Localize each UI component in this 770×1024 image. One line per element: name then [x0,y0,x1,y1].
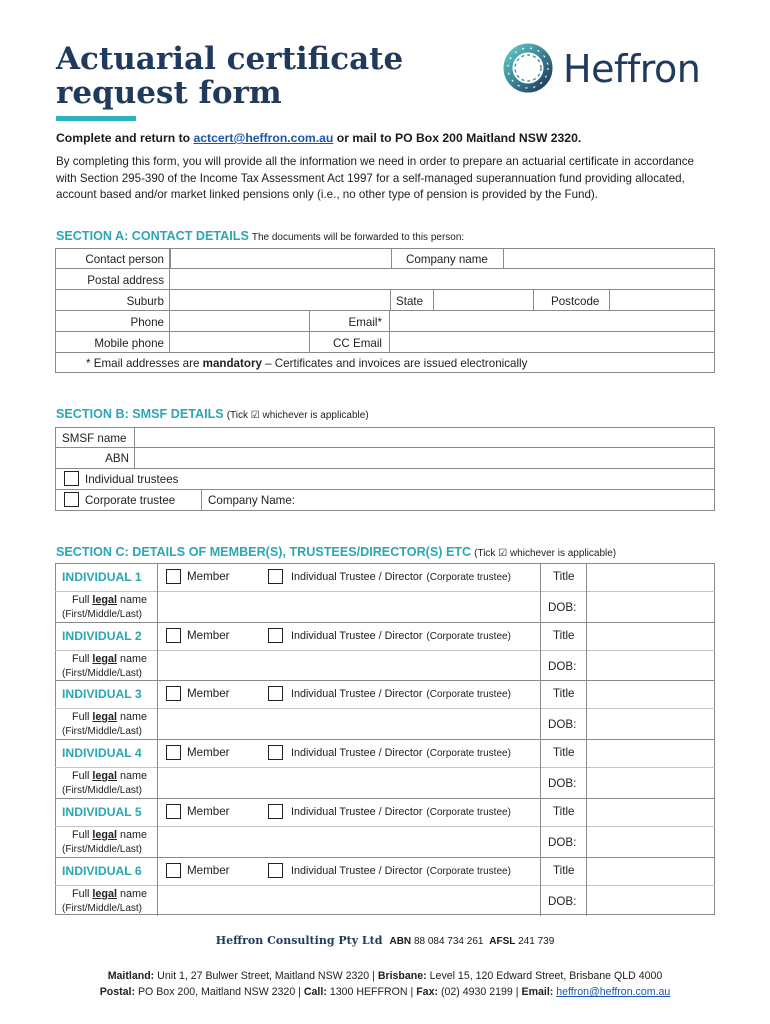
return-prefix: Complete and return to [56,131,194,145]
title-field[interactable] [587,858,714,884]
column-divider [540,739,541,798]
dob-field[interactable] [587,592,714,621]
mobile-phone-field[interactable] [170,332,310,353]
contact-person-label: Contact person [85,253,164,266]
postal-address-label: Postal address [87,274,164,287]
return-instructions [56,131,581,145]
full-name-field[interactable] [158,827,539,856]
title-label: Title [553,805,575,818]
trustee-label [291,865,511,877]
dob-label: DOB: [548,895,577,908]
email-field[interactable] [390,311,715,332]
name-format-hint: (First/Middle/Last) [62,903,143,914]
footnote-suffix: – Certificates and invoices are issued electronically [261,357,528,370]
title-field[interactable] [587,681,714,707]
section-c-note: (Tick ☑ whichever is applicable) [474,548,617,559]
name-format-hint: (First/Middle/Last) [62,785,143,796]
member-label: Member [187,570,230,583]
footer-fax: (02) 4930 2199 [440,986,513,998]
title-label: Title [553,746,575,759]
footer-abn: 88 084 734 261 [413,936,484,947]
name-format-hint: (First/Middle/Last) [62,609,143,620]
member-checkbox[interactable] [166,863,181,878]
name-suffix: name [117,888,148,900]
smsf-name-field[interactable] [135,427,715,448]
name-legal: legal [92,594,118,606]
title-line-2: request form [56,75,282,111]
name-legal: legal [92,829,118,841]
member-checkbox[interactable] [166,628,181,643]
title-line-1: Actuarial certificate [56,41,404,77]
footnote-mandatory: mandatory [202,357,262,370]
trustee-text: Individual Trustee / Director [291,571,423,583]
title-field[interactable] [587,740,714,766]
dob-field[interactable] [587,768,714,797]
full-legal-name-label [72,829,147,841]
footer-maitland: Unit 1, 27 Bulwer Street, Maitland NSW 2320 [157,970,370,982]
individual-label: INDIVIDUAL 2 [62,629,142,643]
corporate-trustee-checkbox[interactable] [64,492,79,507]
dob-field[interactable] [587,827,714,856]
dob-label: DOB: [548,718,577,731]
trustee-note: (Corporate trustee) [426,572,511,583]
dob-field[interactable] [587,886,714,915]
section-a-note: The documents will be forwarded to this person: [251,232,465,243]
trustee-checkbox[interactable] [268,686,283,701]
section-b-note: (Tick ☑ whichever is applicable) [226,410,369,421]
trustee-note: (Corporate trustee) [426,631,511,642]
smsf-name-label: SMSF name [62,432,127,445]
full-legal-name-label [72,653,147,665]
intro-paragraph: By completing this form, you will provide all the information we need in order to prepare an actuarial certificate in accordance with Section 295-390 of the Income Tax Assessment Act 1997 for a self-managed superannuation fund providing allocated, account based and/or market linked pensions only (i.e., no other type of pension is provided by the Fund). [56,155,694,202]
name-suffix: name [117,653,148,665]
name-legal: legal [92,888,118,900]
column-divider [540,680,541,739]
footer-brisbane: Level 15, 120 Edward Street, Brisbane QLD 4000 [429,970,663,982]
name-prefix: Full [72,594,93,606]
individual-label: INDIVIDUAL 5 [62,805,142,819]
trustee-checkbox[interactable] [268,628,283,643]
trustee-text: Individual Trustee / Director [291,747,423,759]
mobile-phone-label: Mobile phone [94,337,164,350]
member-label: Member [187,687,230,700]
name-format-hint: (First/Middle/Last) [62,726,143,737]
section-b-heading [56,407,369,421]
trustee-text: Individual Trustee / Director [291,630,423,642]
postcode-label: Postcode [551,295,600,308]
individual-label: INDIVIDUAL 6 [62,864,142,878]
column-divider [540,563,541,622]
trustee-checkbox[interactable] [268,804,283,819]
return-suffix: or mail to PO Box 200 Maitland NSW 2320. [333,131,582,145]
column-divider [540,622,541,681]
phone-label: Phone [130,316,164,329]
name-format-hint: (First/Middle/Last) [62,844,143,855]
full-legal-name-label [72,888,147,900]
return-email-link[interactable]: actcert@heffron.com.au [193,131,334,145]
footer-afsl: 241 739 [518,936,555,947]
name-legal: legal [92,653,118,665]
name-suffix: name [117,829,148,841]
trustee-note: (Corporate trustee) [426,807,511,818]
member-label: Member [187,805,230,818]
title-field[interactable] [587,564,714,590]
full-name-field[interactable] [158,709,539,738]
individual-label: INDIVIDUAL 1 [62,570,142,584]
title-label: Title [553,687,575,700]
footer-separator: | [515,986,519,998]
corporate-company-name-field[interactable] [305,490,715,511]
dob-label: DOB: [548,601,577,614]
trustee-note: (Corporate trustee) [426,866,511,877]
cc-email-field[interactable] [390,332,715,353]
abn-label: ABN [105,452,129,465]
company-name-label: Company Name: [208,494,295,507]
trustee-note: (Corporate trustee) [426,748,511,759]
footer-afsl-label: AFSL [489,936,516,947]
footer-separator: | [410,986,414,998]
title-underline [56,116,136,121]
company-name-field[interactable] [503,248,715,269]
email-footnote [86,357,527,370]
state-field[interactable] [434,290,534,311]
column-divider [201,490,202,511]
footer-call: 1300 HEFFRON [329,986,408,998]
trustee-text: Individual Trustee / Director [291,688,423,700]
footer-addresses [0,970,770,982]
title-label: Title [553,864,575,877]
logo-wordmark: Heffron [563,47,701,91]
full-name-field[interactable] [158,886,539,915]
full-legal-name-label [72,711,147,723]
page-title [56,42,436,110]
email-label: Email* [348,316,382,329]
postal-address-field[interactable] [170,269,715,291]
individual-trustees-label: Individual trustees [85,473,179,486]
footer-abn-label: ABN [389,936,412,947]
trustee-checkbox[interactable] [268,863,283,878]
trustee-label [291,571,511,583]
company-name-label: Company name [406,253,488,266]
postcode-field[interactable] [610,290,715,311]
name-prefix: Full [72,711,93,723]
title-label: Title [553,629,575,642]
name-prefix: Full [72,888,93,900]
full-name-field[interactable] [158,592,539,621]
dob-label: DOB: [548,777,577,790]
name-format-hint: (First/Middle/Last) [62,668,143,679]
trustee-label [291,630,511,642]
trustee-text: Individual Trustee / Director [291,865,423,877]
member-checkbox[interactable] [166,569,181,584]
corporate-trustee-label: Corporate trustee [85,494,176,507]
trustee-text: Individual Trustee / Director [291,806,423,818]
section-c-title: SECTION C: DETAILS OF MEMBER(S), TRUSTEES/DIRECTOR(S) ETC [56,545,472,559]
footer-company-line [0,934,770,947]
individual-label: INDIVIDUAL 4 [62,746,142,760]
name-suffix: name [117,711,148,723]
trustee-checkbox[interactable] [268,569,283,584]
member-checkbox[interactable] [166,745,181,760]
member-label: Member [187,864,230,877]
state-label: State [396,295,424,308]
section-a-heading [56,229,464,243]
section-c-heading [56,545,616,559]
column-divider [540,857,541,916]
trustee-label [291,806,511,818]
column-divider [540,798,541,857]
member-checkbox[interactable] [166,804,181,819]
suburb-field[interactable] [170,290,390,311]
dob-field[interactable] [587,709,714,738]
title-field[interactable] [587,799,714,825]
name-prefix: Full [72,829,93,841]
suburb-label: Suburb [126,295,164,308]
trustee-note: (Corporate trustee) [426,689,511,700]
name-prefix: Full [72,770,93,782]
name-legal: legal [92,711,118,723]
member-checkbox[interactable] [166,686,181,701]
name-suffix: name [117,770,148,782]
full-name-field[interactable] [158,651,539,680]
title-field[interactable] [587,623,714,649]
trustee-label [291,688,511,700]
section-b-title: SECTION B: SMSF DETAILS [56,407,224,421]
dob-field[interactable] [587,651,714,680]
dob-label: DOB: [548,836,577,849]
trustee-label [291,747,511,759]
footer-postal-label: Postal: [99,986,136,998]
footer-maitland-label: Maitland: [107,970,155,982]
section-a-title: SECTION A: CONTACT DETAILS [56,229,249,243]
footer-company-name: Heffron Consulting Pty Ltd [215,934,383,947]
title-label: Title [553,570,575,583]
trustee-checkbox[interactable] [268,745,283,760]
name-legal: legal [92,770,118,782]
full-name-field[interactable] [158,768,539,797]
dob-label: DOB: [548,660,577,673]
footer-separator: | [298,986,301,998]
footer-fax-label: Fax: [416,986,438,998]
contact-person-field[interactable] [170,248,392,269]
individual-trustees-checkbox[interactable] [64,471,79,486]
member-label: Member [187,746,230,759]
footer-separator: | [372,970,375,982]
footer-postal: PO Box 200, Maitland NSW 2320 [137,986,296,998]
footer-call-label: Call: [303,986,327,998]
name-suffix: name [117,594,148,606]
heffron-logo-icon [503,43,555,93]
phone-field[interactable] [170,311,310,332]
footer-brisbane-label: Brisbane: [377,970,427,982]
footer-email-link[interactable]: heffron@heffron.com.au [556,986,671,998]
footer-email-label: Email: [521,986,554,998]
cc-email-label: CC Email [333,337,382,350]
full-legal-name-label [72,594,147,606]
full-legal-name-label [72,770,147,782]
abn-field[interactable] [135,448,715,469]
member-label: Member [187,629,230,642]
footer-contacts [0,986,770,998]
name-prefix: Full [72,653,93,665]
individual-label: INDIVIDUAL 3 [62,687,142,701]
footnote-prefix: * Email addresses are [86,357,203,370]
